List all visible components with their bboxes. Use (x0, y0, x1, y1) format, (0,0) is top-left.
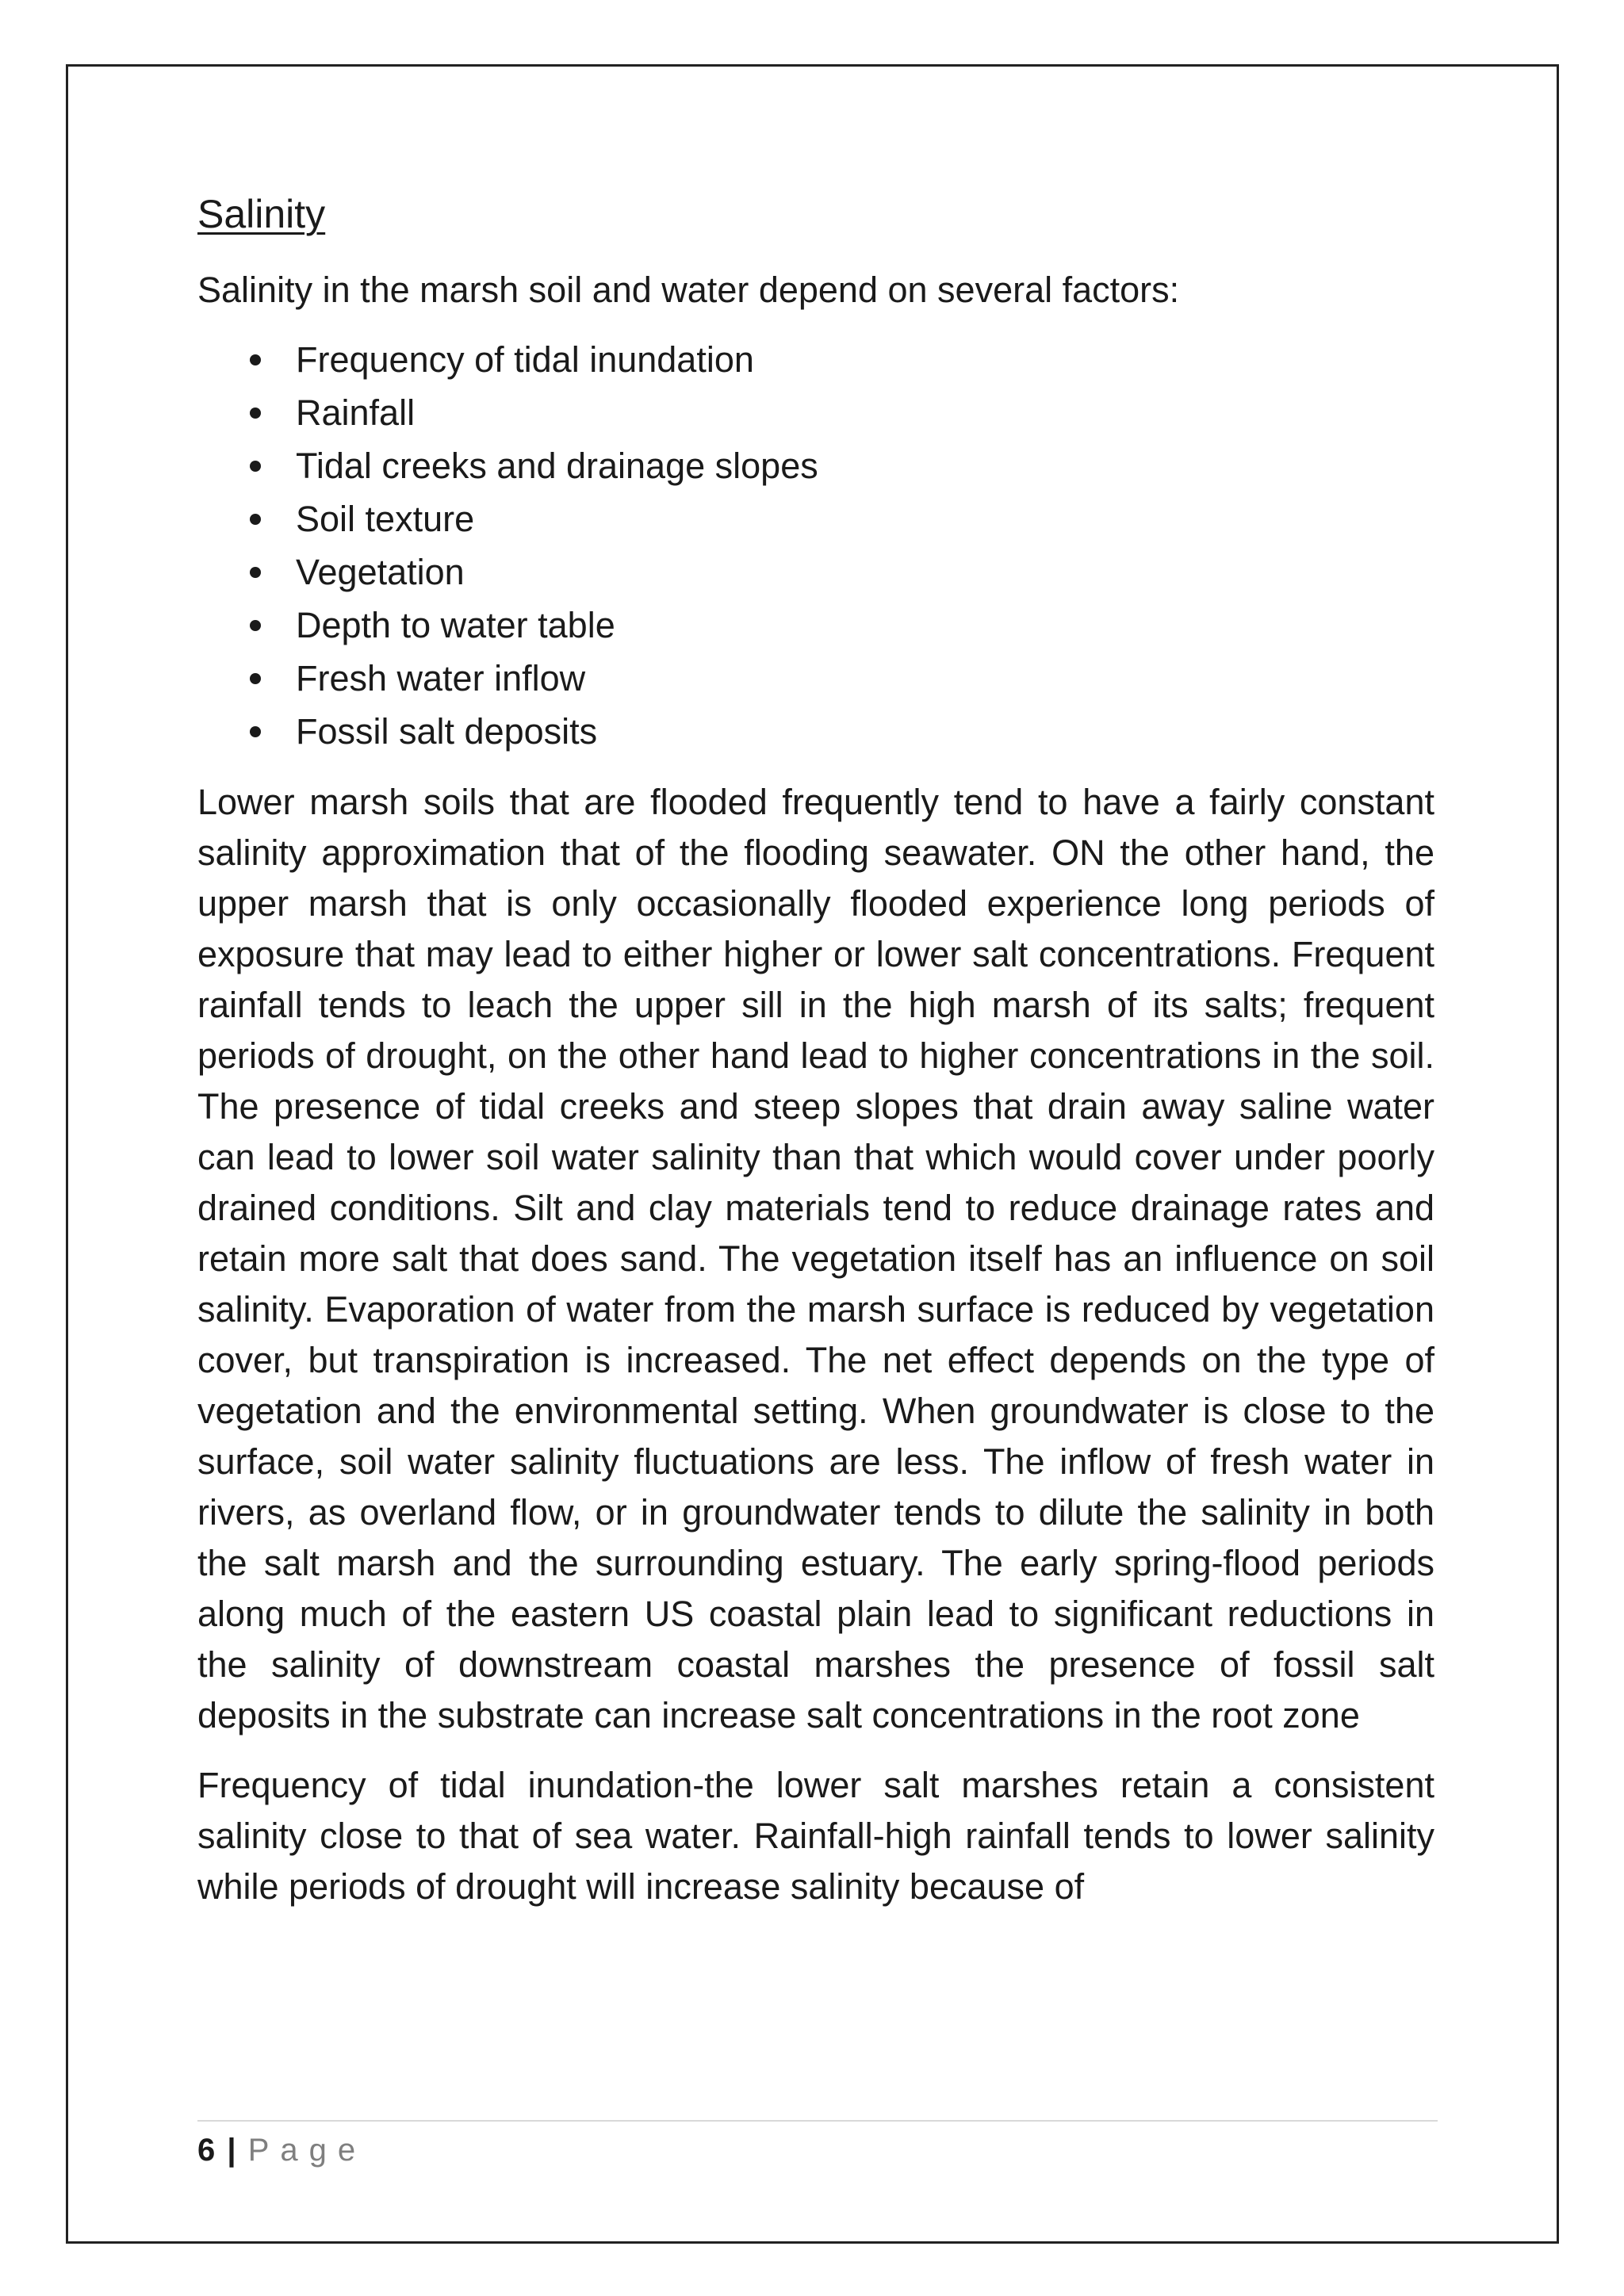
list-item: Fresh water inflow (197, 652, 1434, 705)
footer-separator: | (227, 2133, 236, 2168)
list-item: Frequency of tidal inundation (197, 333, 1434, 386)
list-item: Rainfall (197, 386, 1434, 439)
list-item: Tidal creeks and drainage slopes (197, 439, 1434, 492)
bullet-icon (250, 726, 261, 737)
page-footer (197, 2128, 366, 2172)
bullet-icon (250, 514, 261, 525)
footer-divider (197, 2120, 1438, 2122)
bullet-icon (250, 354, 261, 365)
document-body (197, 190, 1434, 1931)
page-number: 6 (197, 2133, 216, 2168)
bullet-icon (250, 567, 261, 578)
list-item: Depth to water table (197, 599, 1434, 652)
page-label: Page (247, 2133, 367, 2168)
list-item: Fossil salt deposits (197, 705, 1434, 758)
list-item: Vegetation (197, 545, 1434, 599)
bullet-icon (250, 408, 261, 419)
bullet-icon (250, 461, 261, 472)
section-heading: Salinity (197, 192, 326, 236)
factor-list (197, 333, 1434, 758)
list-item: Soil texture (197, 492, 1434, 545)
body-paragraph: Lower marsh soils that are flooded frequently tend to have a fairly constant salinity approximation that of the flooding seawater. ON the other hand, the upper marsh that is only occasionally flooded experience long periods of exposure that may lead to either higher or lower salt concentrations. Frequent rainfall tends to leach the upper sill in the high marsh of its salts; frequent periods of drought, on the other hand lead to higher concentrations in the soil. The presence of tidal creeks and steep slopes that drain away saline water can lead to lower soil water salinity than that which would cover under poorly drained conditions. Silt and clay materials tend to reduce drainage rates and retain more salt that does sand. The vegetation itself has an influence on soil salinity. Evaporation of water from the marsh surface is reduced by vegetation cover, but transpiration is increased. The net effect depends on the type of vegetation and the environmental setting. When groundwater is close to the surface, soil water salinity fluctuations are less. The inflow of fresh water in rivers, as overland flow, or in groundwater tends to dilute the salinity in both the salt marsh and the surrounding estuary. The early spring-flood periods along much of the eastern US coastal plain lead to significant reductions in the salinity of downstream coastal marshes the presence of fossil salt deposits in the substrate can increase salt concentrations in the root zone (197, 782, 1434, 1735)
bullet-icon (250, 673, 261, 684)
intro-paragraph: Salinity in the marsh soil and water depend on several factors: (197, 270, 1180, 310)
body-paragraph: Frequency of tidal inundation-the lower salt marshes retain a consistent salinity close to that of sea water. Rainfall-high rainfall tends to lower salinity while periods of drought will increase salinity because of (197, 1765, 1434, 1907)
bullet-icon (250, 620, 261, 631)
